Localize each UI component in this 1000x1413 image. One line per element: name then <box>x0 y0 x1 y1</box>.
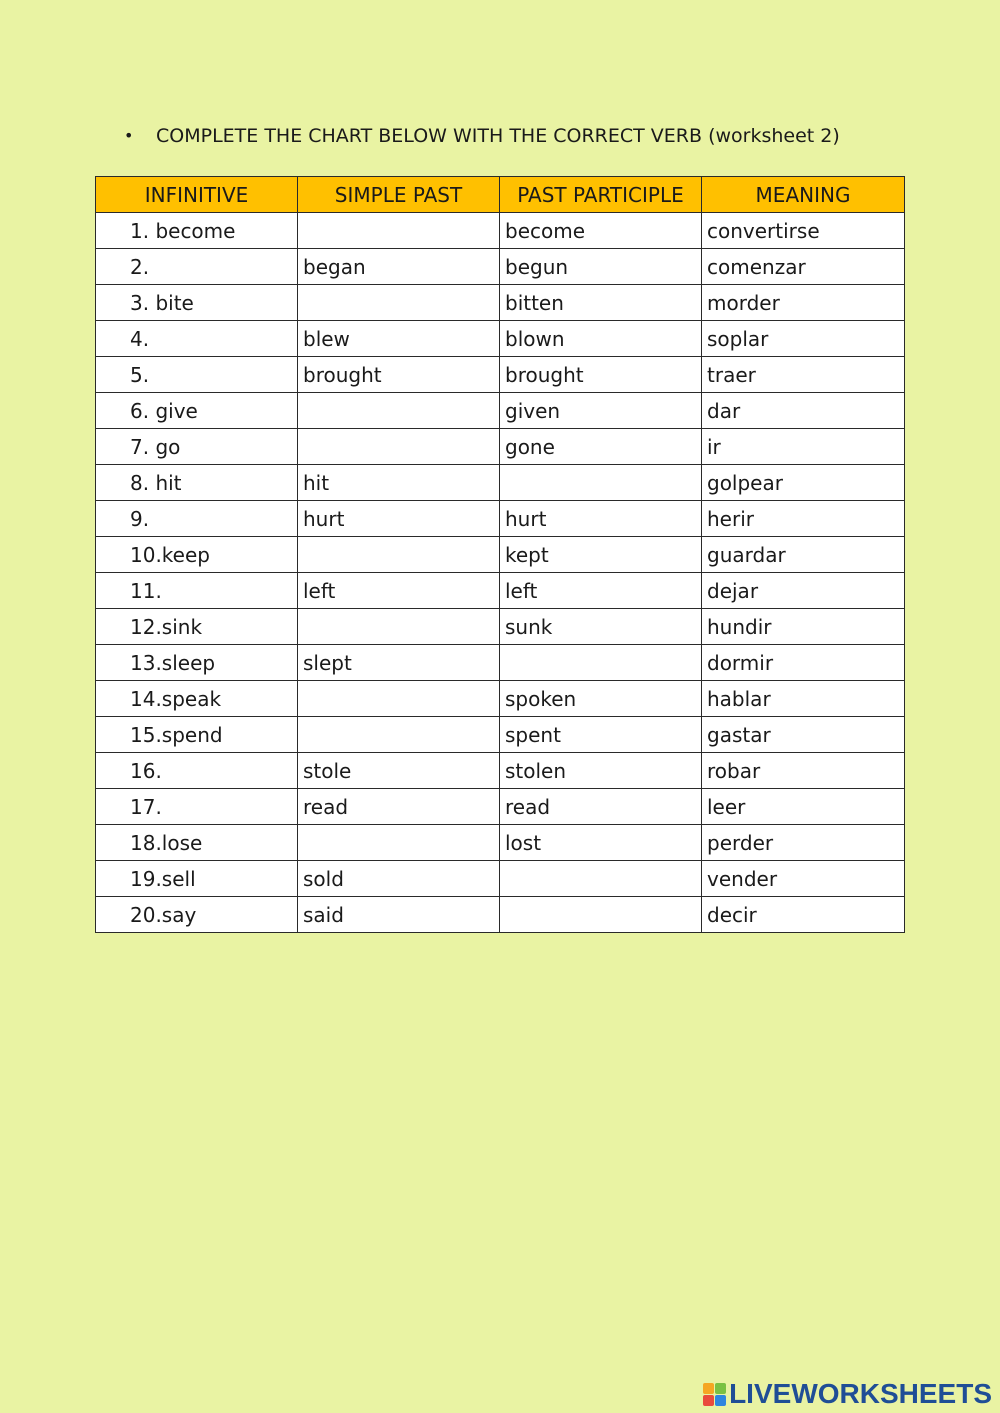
table-row <box>96 825 905 861</box>
cell-past-participle: begun <box>500 249 702 285</box>
cell-past-participle: stolen <box>500 753 702 789</box>
cell-meaning: hundir <box>702 609 905 645</box>
verb-chart <box>95 176 905 933</box>
cell-infinitive: 18.lose <box>96 825 298 861</box>
cell-past-participle: gone <box>500 429 702 465</box>
cell-infinitive: 8. hit <box>96 465 298 501</box>
cell-simple-past: slept <box>298 645 500 681</box>
header-simple-past: SIMPLE PAST <box>298 177 500 213</box>
cell-simple-past: sold <box>298 861 500 897</box>
cell-infinitive: 15.spend <box>96 717 298 753</box>
cell-infinitive: 16. <box>96 753 298 789</box>
cell-infinitive: 3. bite <box>96 285 298 321</box>
cell-past-participle: read <box>500 789 702 825</box>
table-row <box>96 573 905 609</box>
cell-simple-past[interactable] <box>298 393 500 429</box>
cell-past-participle: given <box>500 393 702 429</box>
cell-meaning: comenzar <box>702 249 905 285</box>
table-row <box>96 861 905 897</box>
cell-past-participle: lost <box>500 825 702 861</box>
header-infinitive: INFINITIVE <box>96 177 298 213</box>
cell-past-participle: left <box>500 573 702 609</box>
cell-past-participle[interactable] <box>500 645 702 681</box>
cell-meaning: dar <box>702 393 905 429</box>
cell-past-participle: become <box>500 213 702 249</box>
cell-past-participle[interactable] <box>500 897 702 933</box>
cell-infinitive: 9. <box>96 501 298 537</box>
table-row <box>96 465 905 501</box>
cell-past-participle: kept <box>500 537 702 573</box>
cell-simple-past: left <box>298 573 500 609</box>
cell-simple-past: hit <box>298 465 500 501</box>
cell-meaning: vender <box>702 861 905 897</box>
table-row <box>96 681 905 717</box>
cell-past-participle: spoken <box>500 681 702 717</box>
cell-infinitive: 10.keep <box>96 537 298 573</box>
cell-infinitive: 17. <box>96 789 298 825</box>
table-row <box>96 537 905 573</box>
table-row <box>96 789 905 825</box>
instruction-text: COMPLETE THE CHART BELOW WITH THE CORRECT VERB (worksheet 2) <box>156 125 840 147</box>
liveworksheets-logo <box>703 1378 992 1410</box>
cell-meaning: leer <box>702 789 905 825</box>
table-row <box>96 357 905 393</box>
cell-meaning: guardar <box>702 537 905 573</box>
cell-meaning: traer <box>702 357 905 393</box>
cell-meaning: morder <box>702 285 905 321</box>
cell-infinitive: 12.sink <box>96 609 298 645</box>
cell-infinitive: 11. <box>96 573 298 609</box>
header-past-participle: PAST PARTICIPLE <box>500 177 702 213</box>
cell-past-participle: sunk <box>500 609 702 645</box>
cell-meaning: ir <box>702 429 905 465</box>
table-row <box>96 249 905 285</box>
cell-infinitive: 6. give <box>96 393 298 429</box>
cell-meaning: hablar <box>702 681 905 717</box>
logo-square <box>703 1383 714 1394</box>
cell-meaning: robar <box>702 753 905 789</box>
cell-simple-past: brought <box>298 357 500 393</box>
cell-simple-past[interactable] <box>298 213 500 249</box>
header-row <box>96 177 905 213</box>
cell-simple-past[interactable] <box>298 429 500 465</box>
cell-simple-past[interactable] <box>298 681 500 717</box>
table-row <box>96 321 905 357</box>
cell-past-participle[interactable] <box>500 861 702 897</box>
cell-meaning: gastar <box>702 717 905 753</box>
cell-simple-past[interactable] <box>298 537 500 573</box>
cell-past-participle: bitten <box>500 285 702 321</box>
cell-simple-past[interactable] <box>298 717 500 753</box>
cell-simple-past: began <box>298 249 500 285</box>
table-row <box>96 609 905 645</box>
table-row <box>96 897 905 933</box>
table-row <box>96 429 905 465</box>
table-row <box>96 285 905 321</box>
logo-icon <box>703 1383 726 1406</box>
cell-meaning: convertirse <box>702 213 905 249</box>
header-meaning: MEANING <box>702 177 905 213</box>
table-row <box>96 213 905 249</box>
cell-past-participle: hurt <box>500 501 702 537</box>
cell-simple-past: stole <box>298 753 500 789</box>
cell-infinitive: 13.sleep <box>96 645 298 681</box>
table-row <box>96 393 905 429</box>
logo-square <box>703 1395 714 1406</box>
logo-square <box>715 1395 726 1406</box>
table-row <box>96 501 905 537</box>
cell-simple-past[interactable] <box>298 609 500 645</box>
cell-infinitive: 20.say <box>96 897 298 933</box>
cell-simple-past[interactable] <box>298 285 500 321</box>
table-row <box>96 717 905 753</box>
cell-past-participle: spent <box>500 717 702 753</box>
bullet: • <box>124 126 134 145</box>
cell-past-participle: blown <box>500 321 702 357</box>
cell-meaning: herir <box>702 501 905 537</box>
cell-meaning: golpear <box>702 465 905 501</box>
logo-text: LIVEWORKSHEETS <box>729 1378 992 1409</box>
cell-meaning: perder <box>702 825 905 861</box>
cell-simple-past: read <box>298 789 500 825</box>
cell-infinitive: 2. <box>96 249 298 285</box>
table-row <box>96 753 905 789</box>
table-row <box>96 645 905 681</box>
cell-infinitive: 5. <box>96 357 298 393</box>
cell-simple-past: said <box>298 897 500 933</box>
cell-meaning: dejar <box>702 573 905 609</box>
instruction <box>124 122 840 150</box>
cell-simple-past[interactable] <box>298 825 500 861</box>
cell-infinitive: 14.speak <box>96 681 298 717</box>
cell-meaning: dormir <box>702 645 905 681</box>
cell-meaning: soplar <box>702 321 905 357</box>
cell-infinitive: 1. become <box>96 213 298 249</box>
logo-square <box>715 1383 726 1394</box>
cell-infinitive: 19.sell <box>96 861 298 897</box>
cell-meaning: decir <box>702 897 905 933</box>
cell-past-participle: brought <box>500 357 702 393</box>
cell-simple-past: blew <box>298 321 500 357</box>
cell-infinitive: 7. go <box>96 429 298 465</box>
cell-infinitive: 4. <box>96 321 298 357</box>
cell-past-participle[interactable] <box>500 465 702 501</box>
cell-simple-past: hurt <box>298 501 500 537</box>
